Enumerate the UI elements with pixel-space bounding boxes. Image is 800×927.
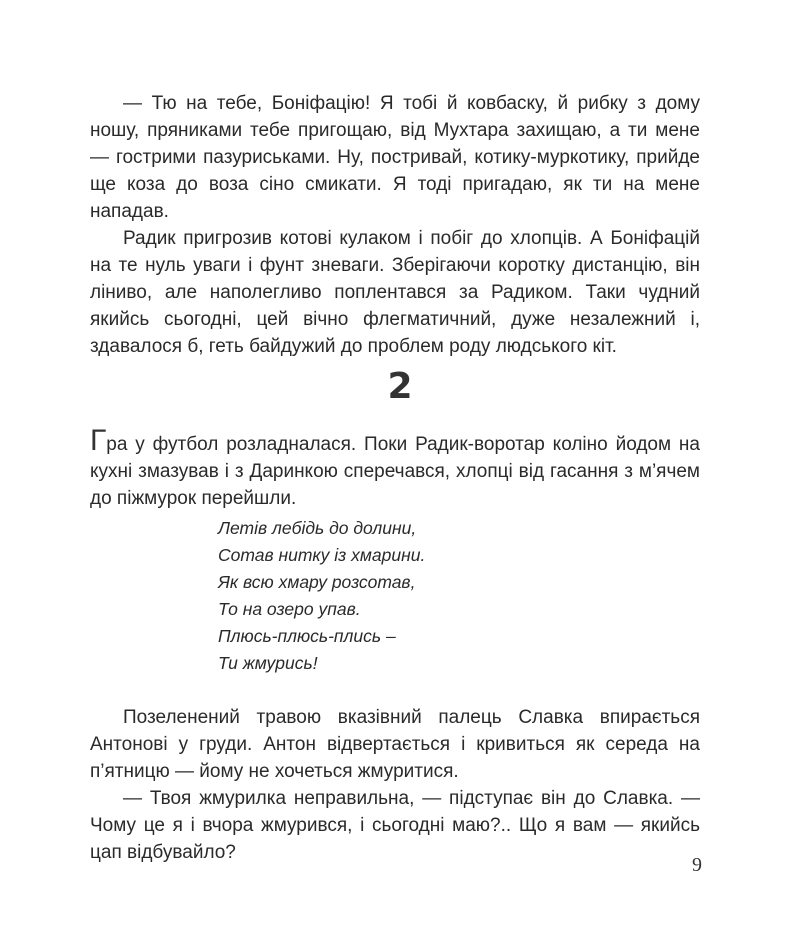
paragraph: — Тю на тебе, Боніфацію! Я тобі й ковбаску, й рибку з дому ношу, пряниками тебе пригощаю, від Мухтара захищаю, а ти мене — гострими пазуриськами. Ну, постривай, котику-муркотику, прийде ще коза до воза сіно смикати. Я тоді пригадаю, як ти на мене нападав. [90,93,700,222]
poem-line: Летів лебідь до долини, [218,518,417,538]
poem-line: Сотав нитку із хмарини. [218,545,426,565]
paragraph: — Твоя жмурилка неправильна, — підступає він до Славка. — Чому це я і вчора жмурився, і сьогодні маю?.. Що я вам — якийсь цап відбувайло? [90,788,700,863]
poem-line: Ти жмурись! [218,653,318,673]
poem-line: Як всю хмару розсотав, [218,572,416,592]
poem-line: Плюсь-плюсь-плись – [218,626,396,646]
text-block-top [90,90,700,360]
opening-text: ра у футбол розладналася. Поки Радик-воротар коліно йодом на кухні змазував і з Даринкою сперечався, хлопці від гасання з м’ячем до піжмурок перейшли. [90,434,700,509]
poem [218,515,425,677]
page-number: 9 [692,854,702,876]
text-block-bottom [90,704,700,866]
chapter-number: 2 [387,366,413,407]
drop-cap: Г [90,424,107,457]
chapter-opening [90,424,700,512]
paragraph: Радик пригрозив котові кулаком і побіг до хлопців. А Боніфацій на те нуль уваги і фунт зневаги. Зберігаючи коротку дистанцію, він ліниво, але наполегливо поплентався за Радиком. Таки чудний якийсь сьогодні, цей вічно флегматичний, дуже незалежний і, здавалося б, геть байдужий до проблем роду людського кіт. [90,228,700,357]
poem-line: То на озеро упав. [218,599,361,619]
paragraph: Позеленений травою вказівний палець Славка впирається Антонові у груди. Антон відвертається і кривиться як середа на п’ятницю — йому не хочеться жмуритися. [90,707,700,782]
opening-paragraph [90,424,700,512]
